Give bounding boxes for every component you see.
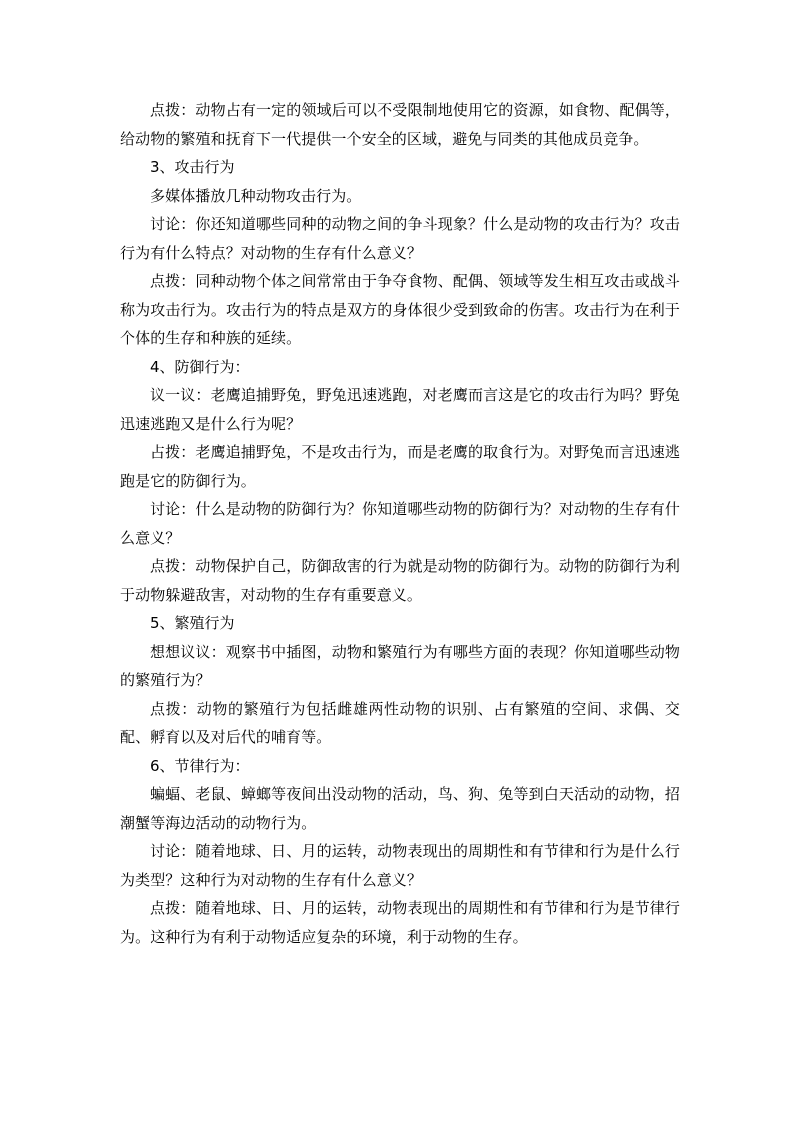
paragraph-discussion-defense: 讨论：什么是动物的防御行为？你知道哪些动物的防御行为？对动物的生存有什么意义？ [120,500,680,547]
paragraph-discussion-attack: 讨论：你还知道哪些同种的动物之间的争斗现象？什么是动物的攻击行为？攻击行为有什么特点？对动物的生存有什么意义？ [120,215,680,262]
paragraph-discussion-rhythm: 讨论：随着地球、日、月的运转，动物表现出的周期性和有节律和行为是什么行为类型？这种行为对动物的生存有什么意义？ [120,842,680,889]
paragraph-rhythm-examples: 蝙蝠、老鼠、蟑螂等夜间出没动物的活动，鸟、狗、兔等到白天活动的动物，招潮蟹等海边活动的动物行为。 [120,785,680,832]
paragraph-territory-note: 点拨：动物占有一定的领域后可以不受限制地使用它的资源，如食物、配偶等，给动物的繁殖和抚育下一代提供一个安全的区域，避免与同类的其他成员竞争。 [120,101,680,148]
paragraph-multimedia-attack: 多媒体播放几种动物攻击行为。 [150,186,362,205]
paragraph-note-rhythm: 点拨：随着地球、日、月的运转，动物表现出的周期性和有节律和行为是节律行为。这种行为有利于动物适应复杂的环境，利于动物的生存。 [120,899,680,946]
paragraph-note-reproduction: 点拨：动物的繁殖行为包括雌雄两性动物的识别、占有繁殖的空间、求偶、交配、孵育以及对后代的哺育等。 [120,699,680,746]
document-page [120,96,680,951]
heading-defense-behavior: 4、防御行为： [150,357,250,376]
heading-reproduction-behavior: 5、繁殖行为 [150,614,235,632]
paragraph-note-eagle: 占拨：老鹰追捕野兔，不是攻击行为，而是老鹰的取食行为。对野兔而言迅速逃跑是它的防御行为。 [120,443,680,490]
paragraph-think-reproduction: 想想议议：观察书中插图，动物和繁殖行为有哪些方面的表现？你知道哪些动物的繁殖行为？ [120,642,680,689]
paragraph-note-defense: 点拨：动物保护自己，防御敌害的行为就是动物的防御行为。动物的防御行为利于动物躲避敌害，对动物的生存有重要意义。 [120,557,680,604]
heading-attack-behavior: 3、攻击行为 [150,158,235,176]
paragraph-note-attack: 点拨：同种动物个体之间常常由于争夺食物、配偶、领域等发生相互攻击或战斗称为攻击行为。攻击行为的特点是双方的身体很少受到致命的伤害。攻击行为在利于个体的生存和种族的延续。 [120,272,680,347]
heading-rhythm-behavior: 6、节律行为： [150,756,250,775]
paragraph-discuss-eagle: 议一议：老鹰追捕野兔，野兔迅速逃跑，对老鹰而言这是它的攻击行为吗？野兔迅速逃跑又是什么行为呢？ [120,386,680,433]
